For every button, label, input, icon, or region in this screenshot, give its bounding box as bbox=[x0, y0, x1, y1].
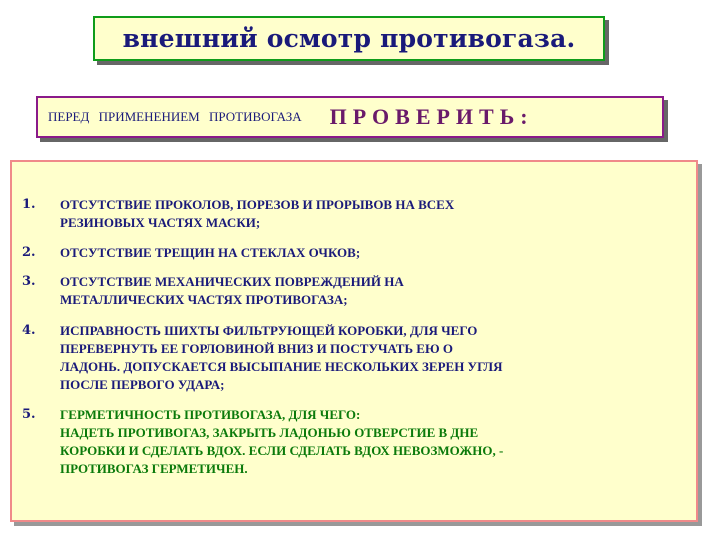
item-line: ПЕРЕВЕРНУТЬ ЕЕ ГОРЛОВИНОЙ ВНИЗ И ПОСТУЧАТЬ ЕЮ О bbox=[60, 341, 453, 356]
checklist-box bbox=[10, 160, 698, 522]
item-line: ГЕРМЕТИЧНОСТЬ ПРОТИВОГАЗА, ДЛЯ ЧЕГО: bbox=[60, 407, 361, 422]
item-line: МЕТАЛЛИЧЕСКИХ ЧАСТЯХ ПРОТИВОГАЗА; bbox=[60, 292, 348, 307]
item-line: ОТСУТСТВИЕ ТРЕЩИН НА СТЕКЛАХ ОЧКОВ; bbox=[60, 245, 361, 260]
title-box bbox=[93, 16, 605, 61]
item-text bbox=[60, 196, 692, 232]
subtitle-left: ПЕРЕД ПРИМЕНЕНИЕМ ПРОТИВОГАЗА bbox=[48, 109, 302, 124]
item-number: 4. bbox=[22, 323, 36, 338]
item-text bbox=[60, 244, 692, 262]
item-line: РЕЗИНОВЫХ ЧАСТЯХ МАСКИ; bbox=[60, 215, 261, 230]
subtitle-box bbox=[36, 96, 664, 138]
item-number: 5. bbox=[22, 407, 36, 422]
item-line: ИСПРАВНОСТЬ ШИХТЫ ФИЛЬТРУЮЩЕЙ КОРОБКИ, ДЛЯ ЧЕГО bbox=[60, 323, 478, 338]
item-line: ОТСУТСТВИЕ ПРОКОЛОВ, ПОРЕЗОВ И ПРОРЫВОВ НА ВСЕХ bbox=[60, 197, 455, 212]
item-line: ОТСУТСТВИЕ МЕХАНИЧЕСКИХ ПОВРЕЖДЕНИЙ НА bbox=[60, 274, 404, 289]
item-text bbox=[60, 273, 692, 309]
item-line: ПОСЛЕ ПЕРВОГО УДАРА; bbox=[60, 377, 225, 392]
item-text bbox=[60, 322, 692, 394]
item-line: КОРОБКИ И СДЕЛАТЬ ВДОХ. ЕСЛИ СДЕЛАТЬ ВДОХ НЕВОЗМОЖНО, - bbox=[60, 443, 504, 458]
page-title: внешний осмотр противогаза. bbox=[122, 24, 576, 53]
item-number: 3. bbox=[22, 274, 36, 289]
item-number: 2. bbox=[22, 245, 36, 260]
item-line: НАДЕТЬ ПРОТИВОГАЗ, ЗАКРЫТЬ ЛАДОНЬЮ ОТВЕРСТИЕ В ДНЕ bbox=[60, 425, 479, 440]
item-line: ЛАДОНЬ. ДОПУСКАЕТСЯ ВЫСЫПАНИЕ НЕСКОЛЬКИХ ЗЕРЕН УГЛЯ bbox=[60, 359, 503, 374]
item-text bbox=[60, 406, 692, 478]
item-line: ПРОТИВОГАЗ ГЕРМЕТИЧЕН. bbox=[60, 461, 248, 476]
item-number: 1. bbox=[22, 197, 36, 212]
subtitle-right: ПРОВЕРИТЬ: bbox=[329, 104, 534, 129]
